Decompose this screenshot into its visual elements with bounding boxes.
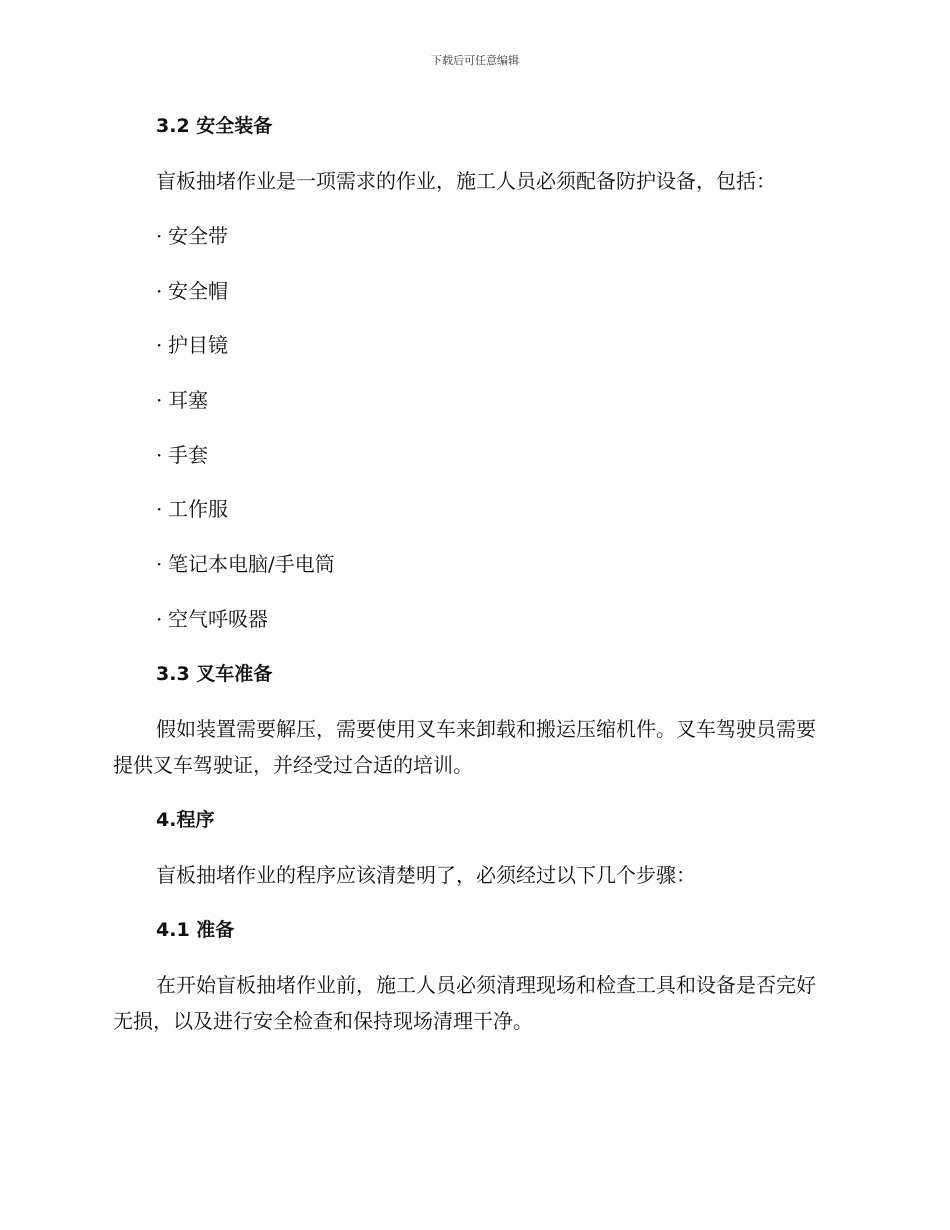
- list-item: [113, 327, 835, 363]
- list-item-label: 安全带: [168, 224, 228, 248]
- section-body-4: 盲板抽堵作业的程序应该清楚明了，必须经过以下几个步骤：: [156, 862, 696, 887]
- list-item-label: 护目镜: [168, 333, 228, 358]
- list-item: [113, 218, 835, 254]
- list-item: [113, 546, 835, 582]
- section-body-3-3: 假如装置需要解压，需要使用叉车来卸载和搬运压缩机件。叉车驾驶员需要提供叉车驾驶证，并经受过合适的培训。: [113, 716, 816, 777]
- bullet-icon: ·: [156, 388, 163, 413]
- section-heading-4-1: 4.1 准备: [156, 918, 235, 941]
- list-item-label: 安全帽: [168, 278, 228, 303]
- list-item: [113, 601, 835, 637]
- list-item: [113, 382, 835, 418]
- safety-equipment-list: [113, 218, 835, 637]
- bullet-icon: ·: [156, 497, 163, 522]
- section-intro-3-2: 盲板抽堵作业是一项需求的作业，施工人员必须配备防护设备，包括：: [156, 169, 776, 193]
- document-body: [113, 108, 835, 1058]
- bullet-icon: ·: [156, 278, 163, 303]
- bullet-icon: ·: [156, 224, 163, 248]
- list-item-label: 空气呼吸器: [168, 606, 268, 631]
- list-item-label: 手套: [168, 442, 208, 467]
- section-heading-3-2: 3.2 安全装备: [156, 115, 273, 137]
- list-item: [113, 491, 835, 527]
- page-header-note: 下载后可任意编辑: [431, 54, 519, 67]
- bullet-icon: ·: [156, 552, 163, 577]
- section-heading-4: 4.程序: [156, 808, 215, 831]
- bullet-icon: ·: [156, 606, 163, 631]
- bullet-icon: ·: [156, 442, 163, 467]
- list-item-label: 笔记本电脑/手电筒: [168, 552, 335, 577]
- section-heading-3-3: 3.3 叉车准备: [156, 662, 273, 685]
- list-item: [113, 273, 835, 309]
- list-item: [113, 437, 835, 473]
- list-item-label: 耳塞: [168, 388, 208, 413]
- bullet-icon: ·: [156, 333, 163, 358]
- section-body-4-1: 在开始盲板抽堵作业前，施工人员必须清理现场和检查工具和设备是否完好无损，以及进行安全检查和保持现场清理干净。: [113, 972, 816, 1033]
- list-item-label: 工作服: [168, 497, 228, 522]
